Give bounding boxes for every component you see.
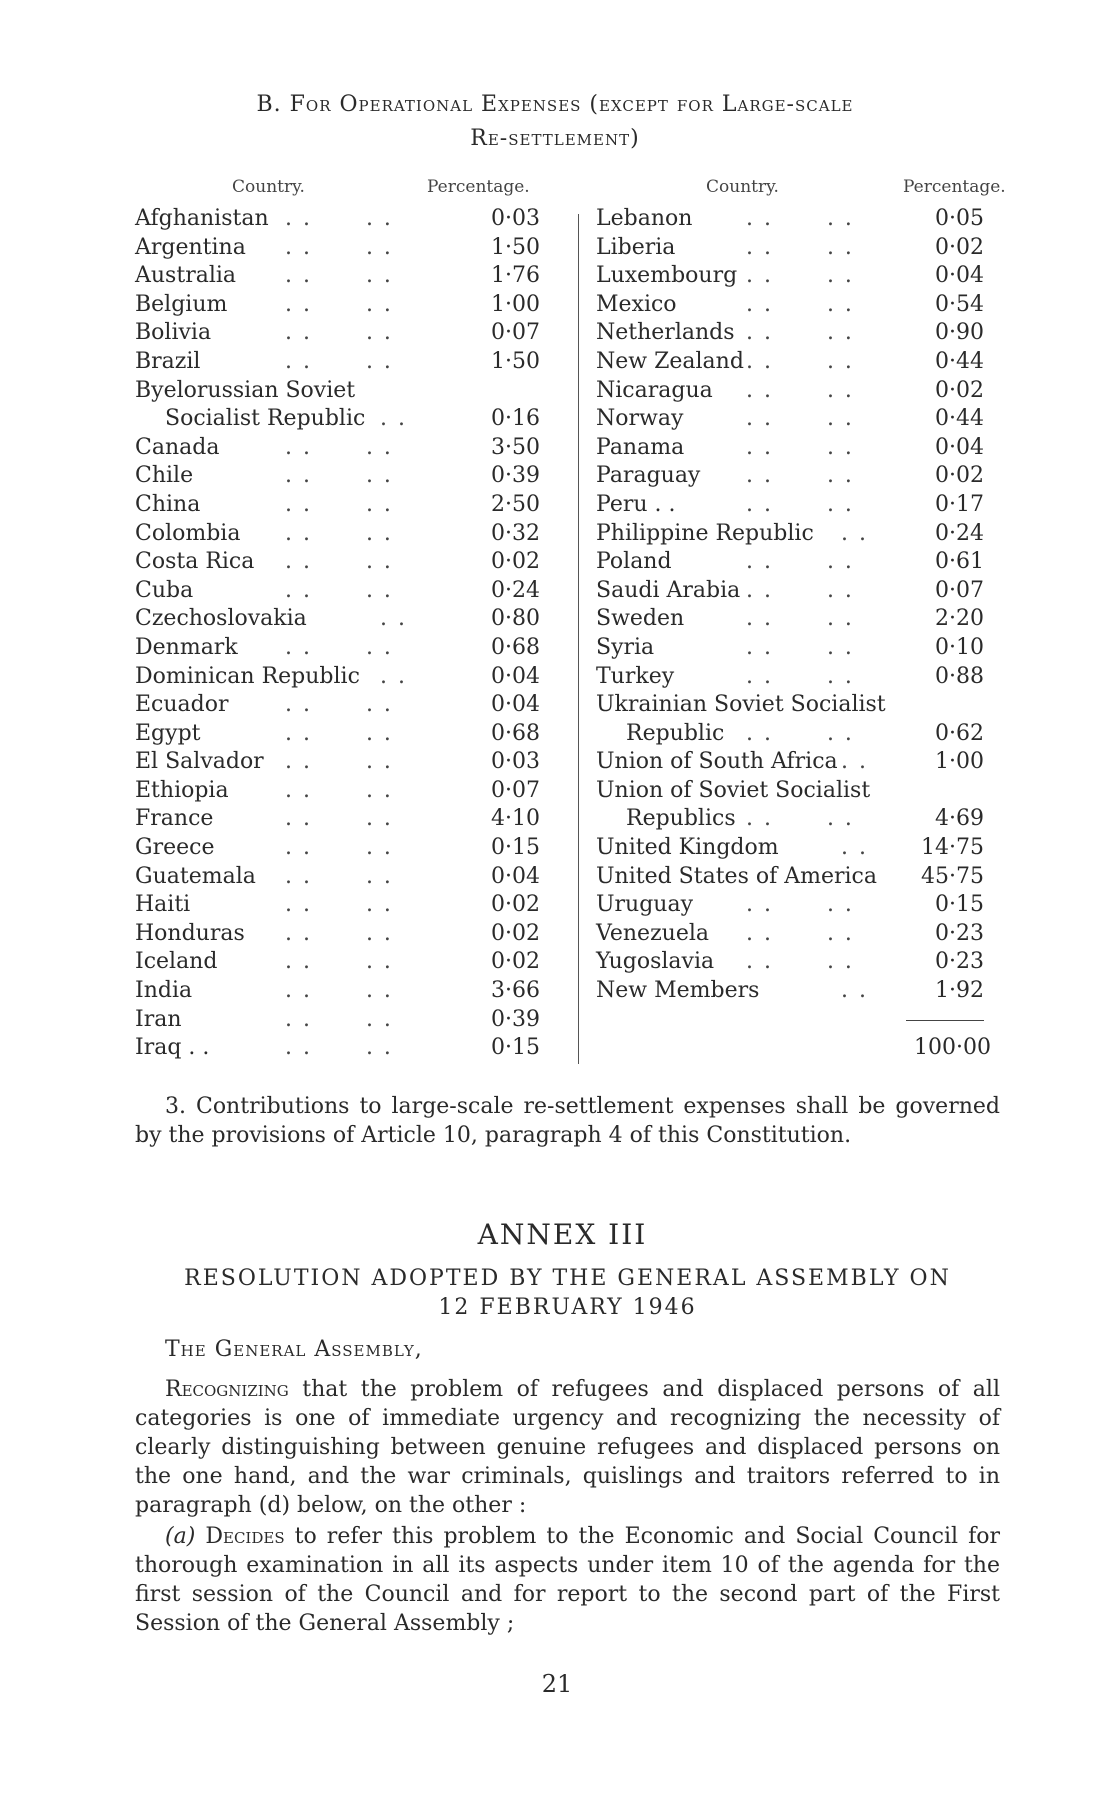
leader-dots: . . . .	[746, 263, 854, 289]
table-row	[596, 548, 998, 577]
country-header: Country.	[232, 177, 305, 197]
leader-dots: . . . .	[285, 520, 393, 546]
percentage-value: 14·75	[921, 835, 984, 861]
percentage-header: Percentage.	[903, 177, 1006, 197]
table-row	[596, 462, 998, 491]
country-name: Ukrainian Soviet Socialist	[596, 692, 886, 718]
table-row	[596, 977, 998, 1006]
left-contribution-table	[135, 177, 545, 1063]
country-name: Afghanistan	[135, 206, 269, 231]
leader-dots: . . . .	[285, 577, 393, 603]
country-name: Peru . .	[596, 491, 676, 517]
table-row	[135, 548, 545, 577]
table-row	[135, 863, 545, 892]
percentage-value: 0·04	[935, 263, 984, 289]
country-name: Venezuela	[596, 920, 710, 946]
percentage-value: 0·07	[935, 577, 984, 603]
table-row	[135, 720, 545, 749]
percentage-value: 0·07	[491, 777, 540, 803]
column-divider	[578, 214, 579, 1064]
leader-dots: . .	[841, 749, 868, 775]
resolution-title-line1: RESOLUTION ADOPTED BY THE GENERAL ASSEMBLY ON	[184, 1266, 951, 1291]
leader-dots: . . . .	[285, 1006, 393, 1032]
table-row	[596, 691, 998, 720]
country-name: Iraq . .	[135, 1035, 210, 1061]
percentage-value: 1·92	[935, 978, 984, 1004]
country-name: Turkey	[596, 663, 675, 689]
leader-dots: . .	[841, 520, 868, 546]
table-row	[596, 520, 998, 549]
leader-dots: . . . .	[285, 777, 393, 803]
leader-dots: . . . .	[746, 463, 854, 489]
leader-dots: . . . .	[285, 1035, 393, 1061]
country-name: Greece	[135, 835, 215, 861]
annex-title: ANNEX III	[477, 1218, 648, 1251]
table-row	[135, 1006, 545, 1035]
percentage-value: 0·44	[935, 348, 984, 374]
decides-text: to refer this problem to the Economic and Social Council for thorough examination in all its aspects under item 10 of the agenda for the first session of the Council and for report to the second part of the First Session of the General Assembly ;	[135, 1524, 1000, 1636]
leader-dots: . . . .	[746, 291, 854, 317]
country-name: Cuba	[135, 577, 194, 603]
page-number: 21	[541, 1670, 573, 1698]
country-name: Canada	[135, 434, 220, 460]
resolution-title	[135, 1264, 1000, 1322]
country-name: India	[135, 978, 193, 1004]
leader-dots: . . . .	[746, 406, 854, 432]
table-row	[135, 234, 545, 263]
table-row	[596, 434, 998, 463]
percentage-value: 0·02	[935, 377, 984, 403]
recognizing-paragraph	[135, 1375, 1000, 1520]
table-row	[135, 777, 545, 806]
country-name: Guatemala	[135, 863, 256, 889]
table-row	[596, 948, 998, 977]
country-name: Netherlands	[596, 320, 735, 346]
percentage-value: 3·50	[491, 434, 540, 460]
country-name: Republics	[626, 806, 736, 832]
percentage-value: 0·68	[491, 634, 540, 660]
percentage-value: 0·88	[935, 663, 984, 689]
table-row	[135, 491, 545, 520]
country-name: Egypt	[135, 720, 201, 746]
country-name: Poland	[596, 549, 672, 575]
percentage-value: 45·75	[921, 863, 984, 889]
country-name: Ethiopia	[135, 777, 229, 803]
leader-dots: . .	[380, 663, 407, 689]
country-name: France	[135, 806, 214, 832]
resolution-title-line2: 12 FEBRUARY 1946	[438, 1295, 697, 1320]
percentage-value: 0·39	[491, 1006, 540, 1032]
leader-dots: . . . .	[285, 978, 393, 1004]
table-row	[135, 434, 545, 463]
country-name: Nicaragua	[596, 377, 713, 403]
percentage-value: 0·04	[935, 434, 984, 460]
country-name: United Kingdom	[596, 835, 779, 861]
country-name: Bolivia	[135, 320, 212, 346]
percentage-value: 1·00	[935, 749, 984, 775]
total-rule	[906, 1020, 984, 1021]
table-row	[596, 605, 998, 634]
table-row	[596, 891, 998, 920]
left-column-header	[135, 177, 545, 205]
country-name: Socialist Republic	[165, 406, 366, 432]
percentage-value: 0·02	[935, 234, 984, 260]
country-name: Philippine Republic	[596, 520, 814, 546]
percentage-value: 0·80	[491, 606, 540, 632]
table-row	[135, 1034, 545, 1063]
table-row	[135, 977, 545, 1006]
leader-dots: . . . .	[285, 234, 393, 260]
country-name: Dominican Republic	[135, 663, 360, 689]
country-name: Yugoslavia	[596, 949, 715, 975]
percentage-value: 0·15	[491, 1035, 540, 1061]
leader-dots: . . . .	[285, 491, 393, 517]
table-row	[135, 520, 545, 549]
percentage-value: 0·03	[491, 206, 540, 231]
leader-dots: . . . .	[285, 320, 393, 346]
percentage-value: 0·15	[491, 835, 540, 861]
country-name: Union of Soviet Socialist	[596, 777, 871, 803]
percentage-value: 4·10	[491, 806, 540, 832]
table-row	[135, 920, 545, 949]
country-name: Czechoslovakia	[135, 606, 307, 632]
leader-dots: . . . .	[285, 863, 393, 889]
table-row	[596, 805, 998, 834]
table-row	[596, 262, 998, 291]
country-name: Liberia	[596, 234, 676, 260]
percentage-value: 0·68	[491, 720, 540, 746]
leader-dots: . . . .	[746, 491, 854, 517]
percentage-value: 0·04	[491, 663, 540, 689]
table-row	[135, 948, 545, 977]
country-name: Syria	[596, 634, 655, 660]
leader-dots: . . . .	[285, 634, 393, 660]
leader-dots: . . . .	[285, 463, 393, 489]
leader-dots: . . . .	[746, 663, 854, 689]
table-row	[596, 205, 998, 234]
leader-dots: . . . .	[285, 749, 393, 775]
table-row	[596, 348, 998, 377]
table-row	[135, 834, 545, 863]
section-heading-line2: Re-settlement)	[470, 126, 640, 151]
leader-dots: . . . .	[746, 949, 854, 975]
leader-dots: . . . .	[746, 720, 854, 746]
percentage-value: 0·10	[935, 634, 984, 660]
percentage-value: 0·90	[935, 320, 984, 346]
country-name: Norway	[596, 406, 684, 432]
table-row	[135, 319, 545, 348]
total-row	[596, 1034, 998, 1063]
leader-dots: . . . .	[746, 606, 854, 632]
country-name: Iceland	[135, 949, 218, 975]
table-row	[135, 634, 545, 663]
percentage-value: 0·62	[935, 720, 984, 746]
recognizing-text: that the problem of refugees and displaced persons of all categories is one of immediate urgency and recognizing the necessity of clearly distinguishing between genuine refugees and displaced persons on the one hand, and the war criminals, quislings and traitors referred to in paragraph (d) below, on the other :	[135, 1377, 1000, 1518]
leader-dots: . . . .	[285, 835, 393, 861]
country-name: Honduras	[135, 920, 245, 946]
table-row	[135, 262, 545, 291]
leader-dots: . . . .	[746, 434, 854, 460]
table-row	[596, 748, 998, 777]
country-name: Mexico	[596, 291, 677, 317]
percentage-header: Percentage.	[427, 177, 530, 197]
country-name: Saudi Arabia	[596, 577, 741, 603]
percentage-value: 0·07	[491, 320, 540, 346]
percentage-value: 1·76	[491, 263, 540, 289]
country-name: United States of America	[596, 863, 877, 889]
leader-dots: . . . .	[285, 920, 393, 946]
country-name: Panama	[596, 434, 685, 460]
table-row	[135, 891, 545, 920]
table-row	[596, 291, 998, 320]
country-name: Argentina	[135, 234, 246, 260]
leader-dots: . . . .	[285, 434, 393, 460]
percentage-value: 0·03	[491, 749, 540, 775]
table-row	[596, 234, 998, 263]
leader-dots: . . . .	[746, 634, 854, 660]
country-name: New Zealand	[596, 348, 744, 374]
table-row	[135, 348, 545, 377]
leader-dots: . . . .	[285, 291, 393, 317]
table-row	[135, 748, 545, 777]
country-name: Luxembourg	[596, 263, 738, 289]
table-row	[596, 777, 998, 806]
percentage-value: 0·17	[935, 491, 984, 517]
percentage-value: 0·16	[491, 406, 540, 432]
percentage-value: 0·02	[491, 920, 540, 946]
country-name: China	[135, 491, 201, 517]
country-name: Chile	[135, 463, 194, 489]
leader-dots: . . . .	[285, 348, 393, 374]
leader-dots: . . . .	[285, 892, 393, 918]
table-row	[596, 834, 998, 863]
table-row	[596, 920, 998, 949]
table-row	[596, 634, 998, 663]
table-row	[135, 377, 545, 406]
percentage-value: 1·50	[491, 348, 540, 374]
table-row	[135, 691, 545, 720]
decides-paragraph	[135, 1522, 1000, 1638]
leader-dots: . . . .	[746, 206, 854, 231]
leader-dots: . .	[841, 835, 868, 861]
percentage-value: 4·69	[935, 806, 984, 832]
percentage-value: 0·02	[491, 549, 540, 575]
total-rule-row	[596, 1006, 998, 1035]
country-name: New Members	[596, 978, 760, 1004]
table-row	[135, 405, 545, 434]
country-name: Australia	[135, 263, 237, 289]
total-value: 100·00	[914, 1035, 991, 1061]
table-row	[596, 377, 998, 406]
country-name: Ecuador	[135, 692, 229, 718]
table-row	[135, 605, 545, 634]
country-name: Denmark	[135, 634, 238, 660]
general-assembly-line: The General Assembly,	[165, 1337, 423, 1362]
table-row	[135, 577, 545, 606]
decides-marker: (a)	[165, 1524, 196, 1549]
table-row	[596, 663, 998, 692]
leader-dots: . . . .	[746, 377, 854, 403]
country-name: Byelorussian Soviet	[135, 377, 356, 403]
right-contribution-table	[596, 177, 1006, 1063]
table-row	[135, 663, 545, 692]
percentage-value: 0·05	[935, 206, 984, 231]
percentage-value: 1·00	[491, 291, 540, 317]
percentage-value: 0·23	[935, 949, 984, 975]
leader-dots: . . . .	[746, 806, 854, 832]
section-heading	[130, 88, 980, 156]
percentage-value: 0·02	[491, 949, 540, 975]
country-name: Iran	[135, 1006, 182, 1032]
percentage-value: 0·32	[491, 520, 540, 546]
percentage-value: 1·50	[491, 234, 540, 260]
leader-dots: . . . .	[285, 206, 393, 231]
leader-dots: . . . .	[746, 234, 854, 260]
right-column-header	[596, 177, 1006, 205]
percentage-value: 0·23	[935, 920, 984, 946]
country-name: Lebanon	[596, 206, 693, 231]
percentage-value: 3·66	[491, 978, 540, 1004]
country-name: Sweden	[596, 606, 685, 632]
leader-dots: . . . .	[285, 720, 393, 746]
leader-dots: . .	[380, 406, 407, 432]
leader-dots: . . . .	[285, 692, 393, 718]
leader-dots: . . . .	[285, 549, 393, 575]
decides-lead: Decides	[205, 1524, 285, 1549]
paragraph-3: 3. Contributions to large-scale re-settlement expenses shall be governed by the provisions of Article 10, paragraph 4 of this Constitution.	[135, 1094, 1000, 1148]
percentage-value: 0·39	[491, 463, 540, 489]
percentage-value: 0·04	[491, 692, 540, 718]
leader-dots: . . . .	[285, 263, 393, 289]
leader-dots: . .	[841, 978, 868, 1004]
country-name: Belgium	[135, 291, 228, 317]
section-heading-line1: B. For Operational Expenses (except for Large-scale	[256, 92, 854, 117]
country-name: Haiti	[135, 892, 191, 918]
country-name: Colombia	[135, 520, 241, 546]
table-row	[135, 205, 545, 234]
percentage-value: 0·15	[935, 892, 984, 918]
country-name: Republic	[626, 720, 725, 746]
percentage-value: 0·02	[935, 463, 984, 489]
leader-dots: . . . .	[746, 920, 854, 946]
table-row	[596, 491, 998, 520]
country-name: Costa Rica	[135, 549, 255, 575]
percentage-value: 0·24	[935, 520, 984, 546]
leader-dots: . . . .	[746, 892, 854, 918]
percentage-value: 0·44	[935, 406, 984, 432]
table-row	[596, 405, 998, 434]
percentage-value: 2·20	[935, 606, 984, 632]
leader-dots: . . . .	[746, 348, 854, 374]
table-row	[596, 720, 998, 749]
leader-dots: . . . .	[746, 320, 854, 346]
table-row	[596, 577, 998, 606]
leader-dots: . .	[380, 606, 407, 632]
country-name: Brazil	[135, 348, 201, 374]
country-name: Paraguay	[596, 463, 701, 489]
country-header: Country.	[706, 177, 779, 197]
leader-dots: . . . .	[746, 549, 854, 575]
country-name: El Salvador	[135, 749, 264, 775]
percentage-value: 0·24	[491, 577, 540, 603]
leader-dots: . . . .	[746, 577, 854, 603]
table-row	[596, 863, 998, 892]
percentage-value: 0·61	[935, 549, 984, 575]
recognizing-lead: Recognizing	[165, 1377, 289, 1402]
right-rows	[596, 205, 998, 1006]
table-row	[135, 805, 545, 834]
table-row	[135, 462, 545, 491]
percentage-value: 0·04	[491, 863, 540, 889]
leader-dots: . . . .	[285, 949, 393, 975]
table-row	[596, 319, 998, 348]
left-rows	[135, 205, 545, 1063]
country-name: Union of South Africa	[596, 749, 838, 775]
country-name: Uruguay	[596, 892, 694, 918]
percentage-value: 2·50	[491, 491, 540, 517]
table-row	[135, 291, 545, 320]
percentage-value: 0·54	[935, 291, 984, 317]
percentage-value: 0·02	[491, 892, 540, 918]
leader-dots: . . . .	[285, 806, 393, 832]
